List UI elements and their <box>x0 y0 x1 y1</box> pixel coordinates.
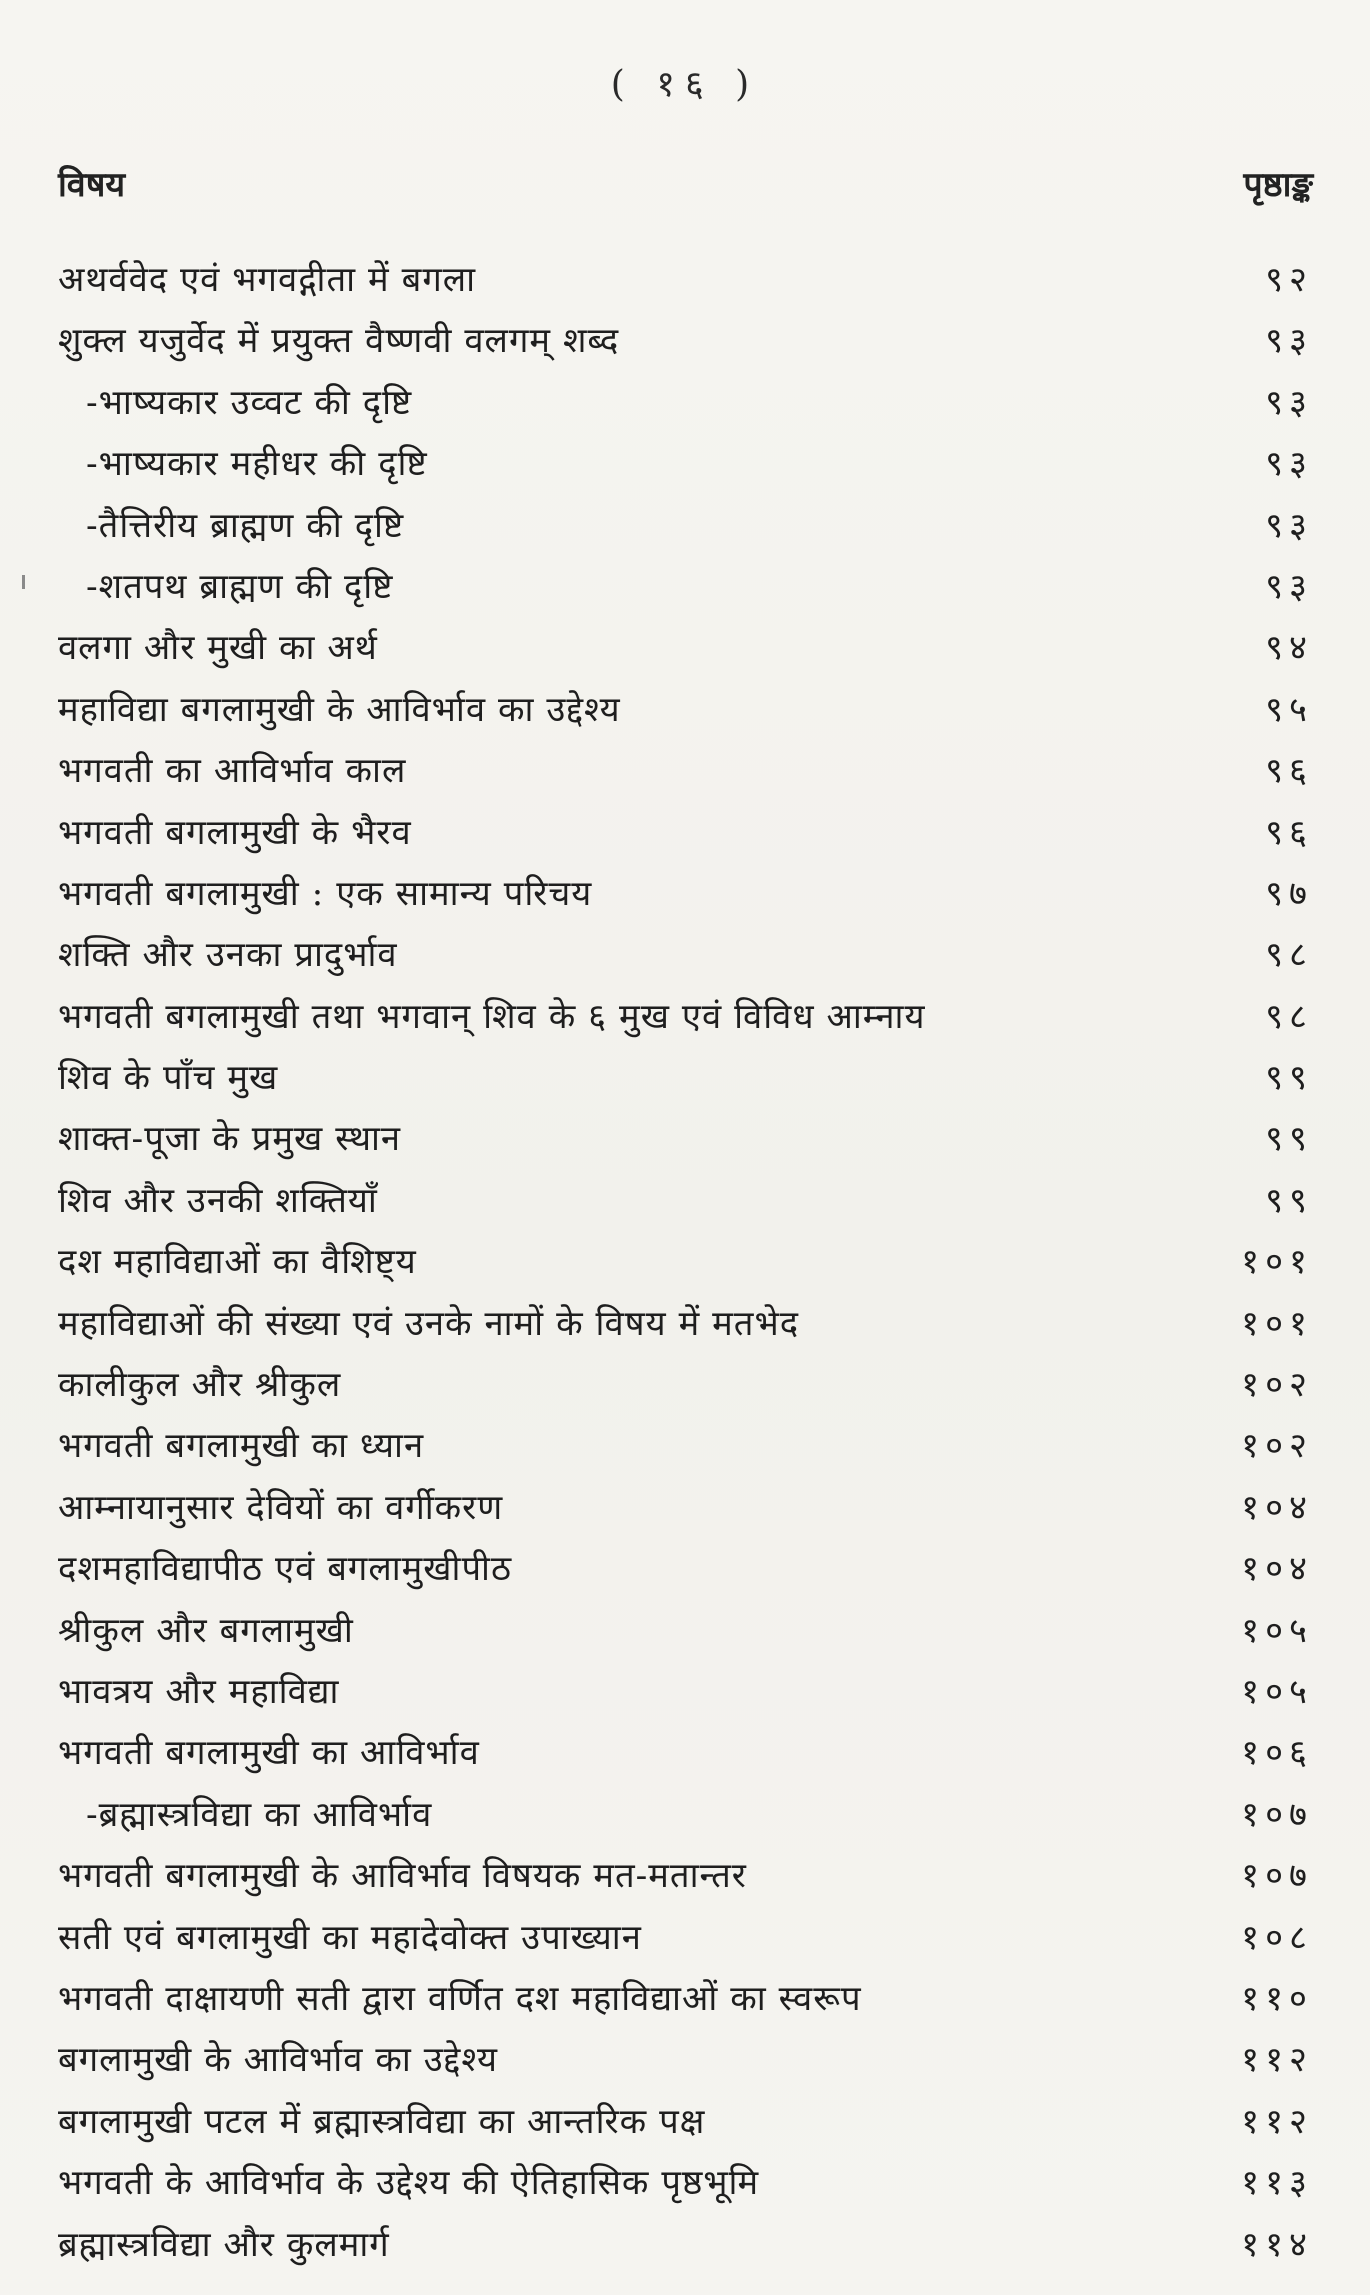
toc-entry-title: श्रीकुल और बगलामुखी <box>58 1610 354 1651</box>
toc-entry <box>58 1048 1313 1109</box>
toc-entry <box>58 1539 1313 1600</box>
margin-mark <box>22 575 25 589</box>
toc-subentry <box>58 557 1313 618</box>
page-number-heading: पृष्ठाङ्क <box>1243 165 1313 205</box>
table-of-contents <box>58 250 1313 2276</box>
toc-entry <box>58 2153 1313 2214</box>
toc-entry <box>58 803 1313 864</box>
toc-entry-title: ब्रह्मास्त्रविद्या और कुलमार्ग <box>58 2224 390 2265</box>
toc-entry-title: शिव के पाँच मुख <box>58 1058 279 1099</box>
toc-entry <box>58 1294 1313 1355</box>
toc-entry-page: १०२ <box>1241 1365 1313 1406</box>
toc-entry <box>58 1416 1313 1477</box>
toc-entry <box>58 1478 1313 1539</box>
toc-entry-page: ९३ <box>1265 382 1313 423</box>
toc-entry-page: ९८ <box>1265 996 1313 1037</box>
toc-subentry <box>58 434 1313 495</box>
toc-entry <box>58 250 1313 311</box>
toc-entry-page: १०८ <box>1241 1917 1313 1958</box>
toc-entry <box>58 311 1313 372</box>
toc-entry-page: ११४ <box>1241 2224 1313 2265</box>
toc-entry-page: १०२ <box>1241 1426 1313 1467</box>
toc-entry-title: शुक्ल यजुर्वेद में प्रयुक्त वैष्णवी वलगम् शब्द <box>58 321 620 362</box>
toc-entry-page: ९९ <box>1265 1180 1313 1221</box>
toc-entry <box>58 618 1313 679</box>
toc-entry <box>58 1171 1313 1232</box>
toc-entry-title: भगवती बगलामुखी का ध्यान <box>58 1426 425 1467</box>
toc-entry-title: भगवती के आविर्भाव के उद्देश्य की ऐतिहासिक पृष्ठभूमि <box>58 2163 760 2204</box>
toc-entry <box>58 2092 1313 2153</box>
toc-entry-title: आम्नायानुसार देवियों का वर्गीकरण <box>58 1487 504 1528</box>
toc-entry-title: भगवती का आविर्भाव काल <box>58 751 407 792</box>
toc-entry-page: ९९ <box>1265 1119 1313 1160</box>
toc-entry-page: १०४ <box>1241 1549 1313 1590</box>
toc-entry <box>58 925 1313 986</box>
toc-entry-title: भगवती बगलामुखी के भैरव <box>58 812 412 853</box>
toc-entry-title: -भाष्यकार महीधर की दृष्टि <box>86 444 428 485</box>
toc-entry <box>58 1662 1313 1723</box>
toc-entry-page: १०४ <box>1241 1487 1313 1528</box>
toc-entry-title: भगवती दाक्षायणी सती द्वारा वर्णित दश महाविद्याओं का स्वरूप <box>58 1978 862 2019</box>
toc-entry-page: ९७ <box>1265 873 1313 914</box>
toc-entry-page: १०७ <box>1241 1794 1313 1835</box>
toc-subentry <box>58 496 1313 557</box>
toc-entry <box>58 864 1313 925</box>
toc-entry-title: भगवती बगलामुखी के आविर्भाव विषयक मत-मतान्तर <box>58 1856 747 1897</box>
toc-entry <box>58 1723 1313 1784</box>
toc-entry-title: दश महाविद्याओं का वैशिष्ट्य <box>58 1242 417 1283</box>
toc-entry-title: कालीकुल और श्रीकुल <box>58 1365 342 1406</box>
toc-entry <box>58 2215 1313 2276</box>
toc-entry-title: शिव और उनकी शक्तियाँ <box>58 1180 378 1221</box>
page-number: ( १६ ) <box>610 64 760 105</box>
toc-subentry <box>58 373 1313 434</box>
toc-entry-title: -शतपथ ब्राह्मण की दृष्टि <box>86 566 394 607</box>
toc-entry <box>58 1601 1313 1662</box>
toc-entry-title: भगवती बगलामुखी का आविर्भाव <box>58 1733 480 1774</box>
subject-heading: विषय <box>58 165 126 205</box>
toc-entry-page: ११३ <box>1241 2163 1313 2204</box>
toc-entry <box>58 987 1313 1048</box>
toc-entry-title: महाविद्या बगलामुखी के आविर्भाव का उद्देश्य <box>58 689 621 730</box>
toc-entry-title: सती एवं बगलामुखी का महादेवोक्त उपाख्यान <box>58 1917 642 1958</box>
toc-entry-title: -तैत्तिरीय ब्राह्मण की दृष्टि <box>86 505 405 546</box>
toc-entry <box>58 2030 1313 2091</box>
toc-entry-title: बगलामुखी पटल में ब्रह्मास्त्रविद्या का आन्तरिक पक्ष <box>58 2101 706 2142</box>
toc-entry-page: १०५ <box>1241 1671 1313 1712</box>
toc-entry-page: ९९ <box>1265 1058 1313 1099</box>
toc-entry-title: भावत्रय और महाविद्या <box>58 1671 340 1712</box>
toc-entry-page: १०१ <box>1241 1242 1313 1283</box>
toc-entry-page: ९६ <box>1265 812 1313 853</box>
toc-entry-title: शक्ति और उनका प्रादुर्भाव <box>58 935 398 976</box>
toc-entry-title: शाक्त-पूजा के प्रमुख स्थान <box>58 1119 402 1160</box>
toc-entry-page: ९२ <box>1265 260 1313 300</box>
toc-entry-title: अथर्ववेद एवं भगवद्गीता में बगला <box>58 260 477 300</box>
toc-entry <box>58 1109 1313 1170</box>
toc-entry-page: १०५ <box>1241 1610 1313 1651</box>
toc-entry-title: -ब्रह्मास्त्रविद्या का आविर्भाव <box>86 1794 433 1835</box>
toc-entry <box>58 1232 1313 1293</box>
toc-entry <box>58 1355 1313 1416</box>
toc-entry-page: १०६ <box>1241 1733 1313 1774</box>
toc-entry-title: महाविद्याओं की संख्या एवं उनके नामों के विषय में मतभेद <box>58 1303 800 1344</box>
toc-entry <box>58 1846 1313 1907</box>
toc-entry-page: ९३ <box>1265 505 1313 546</box>
toc-subentry <box>58 1785 1313 1846</box>
toc-entry <box>58 1969 1313 2030</box>
toc-entry <box>58 741 1313 802</box>
toc-entry-page: ११२ <box>1241 2040 1313 2081</box>
toc-entry-title: भगवती बगलामुखी तथा भगवान् शिव के ६ मुख एवं विविध आम्नाय <box>58 996 926 1037</box>
toc-entry-page: ९४ <box>1265 628 1313 669</box>
toc-entry-title: वलगा और मुखी का अर्थ <box>58 628 378 669</box>
toc-entry-page: ९८ <box>1265 935 1313 976</box>
toc-entry-page: १०७ <box>1241 1856 1313 1897</box>
toc-entry <box>58 1908 1313 1969</box>
toc-entry-title: -भाष्यकार उव्वट की दृष्टि <box>86 382 413 423</box>
toc-entry-page: ९६ <box>1265 751 1313 792</box>
toc-entry-title: बगलामुखी के आविर्भाव का उद्देश्य <box>58 2040 499 2081</box>
toc-entry-page: ९३ <box>1265 566 1313 607</box>
toc-entry-title: भगवती बगलामुखी : एक सामान्य परिचय <box>58 873 593 914</box>
toc-header <box>58 160 1313 210</box>
toc-entry-page: ९५ <box>1265 689 1313 730</box>
toc-entry-page: ९३ <box>1265 444 1313 485</box>
toc-entry-page: १०१ <box>1241 1303 1313 1344</box>
toc-entry <box>58 680 1313 741</box>
toc-entry-page: ९३ <box>1265 321 1313 362</box>
toc-entry-page: ११२ <box>1241 2101 1313 2142</box>
toc-entry-page: ११० <box>1241 1978 1313 2019</box>
toc-entry-title: दशमहाविद्यापीठ एवं बगलामुखीपीठ <box>58 1549 513 1590</box>
